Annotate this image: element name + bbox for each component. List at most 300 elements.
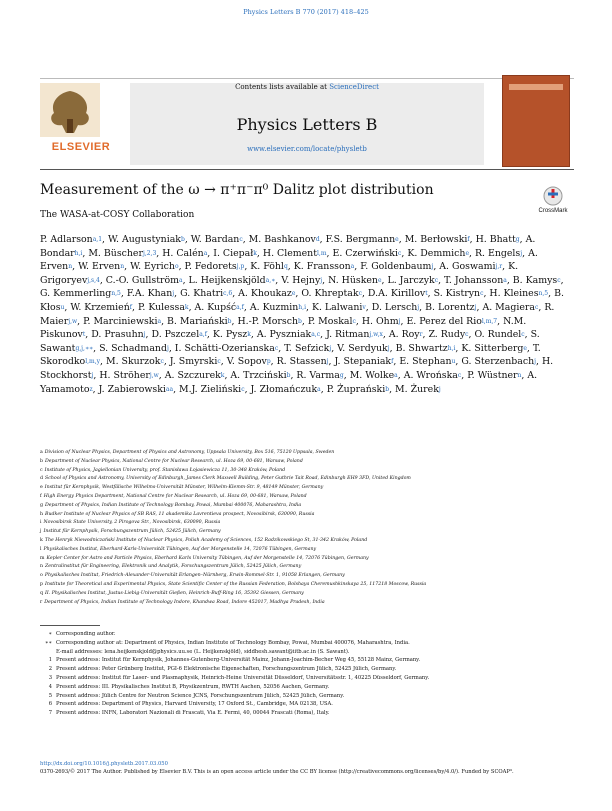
author-affiliation-marker[interactable]: k [220, 371, 225, 379]
author[interactable] [328, 275, 381, 286]
author-name: H.-P. Morsch [237, 315, 298, 327]
author-affiliation-marker[interactable]: j,w [149, 371, 159, 379]
author-affiliation-marker[interactable]: c [480, 290, 484, 298]
author-affiliation-marker[interactable]: j [329, 344, 332, 352]
author-name: G. Sterzenbach [461, 356, 535, 368]
author-name: C.-O. Gullström [105, 274, 179, 286]
journal-name: Physics Letters B [236, 115, 378, 134]
affiliation-item [40, 449, 580, 458]
author[interactable] [162, 248, 207, 259]
affiliation-tag: m [40, 555, 45, 561]
doi-block [40, 760, 580, 776]
author-affiliation-marker[interactable]: n [517, 371, 522, 379]
author[interactable] [152, 329, 207, 340]
author[interactable] [467, 370, 521, 381]
footnote-mark: ∗∗ [44, 639, 52, 646]
author-name: B. Mariański [167, 315, 228, 327]
author[interactable] [296, 370, 343, 381]
author-affiliation-marker[interactable]: l,m [317, 249, 327, 257]
footnote-divider [40, 625, 100, 626]
author-affiliation-marker[interactable]: j [143, 331, 146, 339]
author-affiliation-marker[interactable]: d [315, 236, 320, 243]
author-affiliation-marker[interactable]: l,m,y [85, 358, 101, 366]
author[interactable] [372, 302, 419, 313]
author-affiliation-marker[interactable]: n [120, 263, 125, 271]
affiliation-tag: j [40, 529, 42, 535]
author[interactable] [40, 234, 102, 245]
author-name: F.A. Khan [126, 288, 173, 300]
author[interactable] [230, 370, 290, 381]
affiliation-text: Division of Nuclear Physics, Department of Physics and Astronomy, Uppsala University, Box 516, 75120 Uppsala, Sweden [44, 450, 335, 455]
affiliation-text: Kepler Center for Astro and Particle Physics, Eberhard Karls University Tübingen, Auf der Morgenstelle 14, 72076 Tübingen, Germany [46, 555, 369, 561]
author-affiliation-marker[interactable]: j,r [495, 263, 503, 271]
author-affiliation-marker[interactable]: a [317, 385, 321, 393]
author-name: E. Stephan [399, 356, 452, 368]
author[interactable] [489, 288, 548, 299]
author-affiliation-marker[interactable]: j [417, 303, 420, 311]
author[interactable] [237, 316, 301, 327]
author-affiliation-marker[interactable]: j [326, 358, 329, 366]
author[interactable] [439, 261, 502, 272]
author[interactable] [332, 248, 401, 259]
author-name: D. Lersch [371, 301, 418, 313]
author-name: A. Magiera [482, 301, 535, 313]
footnote-text: Present address: Institut für Kernphysik, Johannes-Gutenberg-Universität Mainz, Johann-Joachim-Becher Weg 45, 55128 Mainz, Germany. [56, 657, 421, 664]
author-list: P. Adlarson$^{a,1}$, W. Augustyniak$^b$, W. Bardan$^c$, M. Bashkanov$^d$, F.S. Bergmann$^e$, M. Berłowski$^f$, H. Bhatt$^g$, A. Bondar$^{h,i}$, M. Büscher$^{j,2,3}$, H. Calén$^a$, I. Ciepał$^k$, H. Clement$^{l,m}$, E. Czerwiński$^c$, K. Demmich$^e$, R. Engels$^j$, A. Erven$^n$, W. Erven$^n$, W. Eyrich$^o$, P. Fedorets$^{j,p}$, K. Föhl$^q$, K. Fransson$^a$, F. Goldenbaum$^j$, A. Goswami$^{j,r}$, K. Grigoryev$^{j,s,4}$, C.-O. Gullström$^a$, L. Heijkenskjöld$^{a,∗}$, V. Hejny$^j$, N. Hüsken$^e$, L. Jarczyk$^c$, T. Johansson$^a$, B. Kamys$^c$, G. Kemmerling$^{n,5}$, F.A. Khan$^j$, G. Khatri$^{c,6}$, A. Khoukaz$^e$, O. Khreptak$^c$, D.A. Kirillov$^t$, S. Kistryn$^c$, H. Kleines$^{n,5}$, B. Kłos$^u$, W. Krzemień$^f$, P. Kulessa$^k$, A. Kupść$^{a,f}$, A. Kuzmin$^{h,i}$, K. Lalwani$^v$, D. Lersch$^j$, B. Lorentz$^j$, A. Magiera$^c$, R. Maier$^{j,w}$, P. Marciniewski$^a$, B. Mariański$^b$, H.-P. Morsch$^b$, P. Moskal$^c$, H. Ohm$^j$, E. Perez del Rio$^{l,m,7}$, N.M. Piskunov$^t$, D. Prasuhn$^j$, D. Pszczel$^{a,f}$, K. Pysz$^k$, A. Pyszniak$^{a,c}$, J. Ritman$^{j,w,x}$, A. Roy$^r$, Z. Rudy$^c$, O. Rundel$^c$, S. Sawant$^{g,j,∗∗}$, S. Schadmand$^j$, I. Schätti-Ozerianska$^c$, T. Sefzick$^j$, V. Serdyuk$^j$, B. Shwartz$^{h,i}$, K. Sitterberg$^e$, T. Skorodko$^{l,m,y}$, M. Skurzok$^c$, J. Smyrski$^c$, V. Sopov$^p$, R. Stassen$^j$, J. Stepaniak$^f$, E. Stephan$^u$, G. Sterzenbach$^j$, H. Stockhorst$^j$, H. Ströher$^{j,w}$, A. Szczurek$^k$, A. Trzciński$^b$, R. Varma$^g$, M. Wolke$^a$, A. Wrońska$^c$, P. Wüstner$^n$, A. Yamamoto$^z$, J. Zabierowski$^{aa}$, M.J. Zieliński$^c$, J. Złomańczuk$^a$, P. Żuprański$^b$, M. Żurek$^j$ [40, 234, 564, 395]
author-affiliation-marker[interactable]: b [180, 236, 185, 243]
author-name: J. Ritman [326, 329, 370, 341]
author[interactable] [189, 275, 276, 286]
author-affiliation-marker[interactable]: g [339, 371, 344, 379]
author[interactable] [99, 384, 173, 395]
author-affiliation-marker[interactable]: c [557, 276, 561, 284]
author-affiliation-marker[interactable]: c [434, 276, 439, 284]
author-name: K. Fransson [293, 261, 351, 273]
author-name: R. Varma [296, 369, 340, 381]
affiliation-text: Budker Institute of Nuclear Physics of SB RAS, 11 akademika Lavrentieva prospect, Novosibirsk, 630090, Russia [45, 511, 315, 517]
author-name: A. Erven [40, 247, 538, 273]
footnote-text: Present address: Department of Physics, Harvard University, 17 Oxford St., Cambridge, MA 02138, USA. [56, 701, 333, 708]
elsevier-wordmark: ELSEVIER [51, 141, 111, 153]
author-name: T. Johansson [444, 274, 504, 286]
author-affiliation-marker[interactable]: f [467, 236, 470, 243]
author[interactable] [106, 275, 183, 286]
author[interactable] [257, 329, 320, 340]
author-name: R. Stassen [276, 356, 327, 368]
author-name: P. Adlarson [40, 234, 93, 245]
author-affiliation-marker[interactable]: e [523, 344, 527, 352]
author[interactable] [88, 248, 156, 259]
homepage-link[interactable]: www.elsevier.com/locate/physletb [247, 145, 367, 153]
author-affiliation-marker[interactable]: t [425, 290, 428, 298]
author-name: I. Schätti-Ozerianska [174, 342, 275, 354]
author-name: E. Czerwiński [332, 247, 398, 259]
author[interactable] [326, 329, 383, 340]
author[interactable] [434, 288, 484, 299]
author[interactable] [78, 261, 124, 272]
author-affiliation-marker[interactable]: f [391, 358, 394, 366]
affiliation-tag: p [40, 581, 44, 587]
cover-band [509, 84, 563, 90]
author[interactable] [284, 343, 331, 354]
footnote-item [40, 665, 580, 674]
author-affiliation-marker[interactable]: c [352, 317, 356, 325]
author-name: A. Trzciński [230, 369, 287, 381]
author-name: B. Kłos [40, 288, 564, 313]
author-affiliation-marker[interactable]: e [395, 236, 399, 243]
author-affiliation-marker[interactable]: g,j,∗∗ [75, 344, 94, 352]
author-affiliation-marker[interactable]: j [172, 290, 175, 298]
author-name: L. Jarczyk [387, 274, 435, 286]
author-affiliation-marker[interactable]: a [157, 317, 162, 325]
author-affiliation-marker[interactable]: a,f [199, 331, 207, 339]
sciencedirect-link[interactable]: ScienceDirect [329, 83, 379, 91]
footnote-text: Present address: III. Physikalisches Institut B, Physikzentrum, RWTH Aachen, 52056 Aachen, Germany. [56, 683, 330, 690]
author[interactable] [250, 302, 306, 313]
author-affiliation-marker[interactable]: o [174, 263, 179, 271]
author-name: S. Sawant [40, 329, 540, 354]
author[interactable] [165, 370, 225, 381]
author-affiliation-marker[interactable]: a [350, 263, 355, 271]
author-name: F. Goldenbaum [360, 261, 432, 273]
author[interactable] [428, 329, 468, 340]
author[interactable] [281, 275, 322, 286]
footnote-item [40, 674, 580, 683]
author-affiliation-marker[interactable]: j,w,x [369, 331, 383, 339]
author-name: S. Kistryn [433, 288, 481, 300]
author-affiliation-marker[interactable]: c [217, 358, 221, 366]
author-affiliation-marker[interactable]: c [521, 331, 525, 339]
author[interactable] [425, 302, 476, 313]
affiliation-item [40, 555, 580, 564]
author[interactable] [263, 248, 327, 259]
affiliation-text: Department of Nuclear Physics, National Centre for Nuclear Research, ul. Hoza 69, 00-681, Warsaw, Poland [45, 458, 303, 464]
author[interactable] [40, 288, 121, 299]
author[interactable] [277, 356, 329, 367]
author-affiliation-marker[interactable]: a,∗ [265, 276, 276, 284]
author-name: O. Khreptak [301, 288, 359, 300]
footnote-list [40, 630, 580, 718]
author-name: K. Sitterberg [461, 342, 524, 354]
author-affiliation-marker[interactable]: f [129, 303, 132, 311]
author[interactable] [461, 343, 527, 354]
author[interactable] [444, 275, 507, 286]
author[interactable] [175, 343, 278, 354]
affiliation-text: Zentralinstitut für Engineering, Elektronik und Analytik, Forschungszentrum Jülich, 52425 Jülich, Germany [45, 564, 302, 570]
author[interactable] [395, 384, 441, 395]
affiliation-text: Department of Physics, Indian Institute of Technology Bombay, Powai, Mumbai 400076, Maharashtra, India [45, 502, 302, 508]
author[interactable] [249, 234, 320, 245]
footnote-mark: 5 [48, 692, 52, 699]
author-affiliation-marker[interactable]: e [377, 276, 382, 284]
author-name: L. Heijkenskjöld [188, 274, 266, 286]
author-name: J. Złomańczuk [250, 383, 318, 395]
author-name: O. Rundel [474, 329, 522, 341]
author[interactable] [334, 356, 393, 367]
author-name: P. Żuprański [326, 383, 386, 395]
author[interactable] [308, 316, 356, 327]
author-affiliation-marker[interactable]: j [320, 276, 323, 284]
author-name: B. Lorentz [425, 301, 475, 313]
author-affiliation-marker[interactable]: z [89, 385, 93, 393]
author-affiliation-marker[interactable]: aa [165, 385, 174, 393]
author[interactable] [337, 343, 389, 354]
author[interactable] [99, 370, 158, 381]
author-affiliation-marker[interactable]: j [534, 358, 536, 366]
license-text: 0370-2693/© 2017 The Author. Published by Elsevier B.V. This is an open access article under the CC BY license (http://creativecommons.org/licenses/by/4.0/). Funded by SCOAP³. [40, 769, 514, 775]
author-name: W. Krzemień [70, 301, 130, 313]
author[interactable] [195, 302, 244, 313]
author-name: D.A. Kirillov [367, 288, 426, 300]
author-affiliation-marker[interactable]: c [241, 385, 245, 393]
author[interactable] [388, 275, 439, 286]
author-affiliation-marker[interactable]: e [291, 290, 296, 298]
author-affiliation-marker[interactable]: j,p [236, 263, 245, 271]
affiliation-item [40, 537, 580, 546]
author-affiliation-marker[interactable]: k [247, 331, 251, 339]
affiliation-tag: c [40, 467, 43, 473]
author-name: W. Eyrich [130, 261, 175, 273]
author-affiliation-marker[interactable]: j,w [68, 317, 78, 325]
author-name: J. Zabierowski [98, 383, 166, 395]
author-name: K. Demmich [407, 247, 466, 259]
author[interactable] [250, 261, 287, 272]
author-name: A. Bondar [40, 234, 536, 259]
author-affiliation-marker[interactable]: j,2,3 [142, 249, 157, 257]
affiliation-item [40, 546, 580, 555]
author-affiliation-marker[interactable]: k [253, 249, 257, 257]
author-affiliation-marker[interactable]: n,5 [538, 290, 549, 298]
author-affiliation-marker[interactable]: a [203, 249, 208, 257]
affiliation-tag: h [40, 511, 44, 517]
footnote-item [40, 692, 580, 701]
affiliation-item [40, 528, 580, 537]
author[interactable] [170, 356, 221, 367]
author[interactable] [167, 316, 231, 327]
author-affiliation-marker[interactable]: a,f [236, 303, 244, 311]
author-affiliation-marker[interactable]: c [239, 236, 243, 243]
author-name: H. Clement [262, 247, 317, 259]
footnote-text: Corresponding author at: Department of Physics, Indian Institute of Technology Bombay, Powai, Mumbai 400076, Maharashtra, India. [56, 639, 410, 646]
affiliation-item [40, 502, 580, 511]
author-affiliation-marker[interactable]: b [298, 317, 302, 325]
author[interactable] [360, 261, 433, 272]
affiliation-tag: n [40, 564, 44, 570]
author-affiliation-marker[interactable]: h,i [298, 303, 306, 311]
author-affiliation-marker[interactable]: l,m,7 [481, 317, 498, 325]
author-name: R. Engels [474, 247, 521, 259]
journal-cover-thumbnail[interactable] [502, 75, 570, 167]
author[interactable] [482, 302, 538, 313]
affiliation-item [40, 493, 580, 502]
author[interactable] [389, 329, 423, 340]
author-affiliation-marker[interactable]: u [60, 303, 65, 311]
author[interactable] [180, 288, 232, 299]
footnote-mark: 2 [48, 666, 52, 673]
author[interactable] [476, 234, 520, 245]
author-affiliation-marker[interactable]: g [515, 236, 520, 243]
author-affiliation-marker[interactable]: u [451, 358, 456, 366]
author-affiliation-marker[interactable]: j [438, 385, 441, 393]
affiliation-text: Department of Physics, Indian Institute of Technology Indore, Khandwa Road, Indore 452017, Madhya Pradesh, India [44, 599, 325, 605]
author[interactable] [396, 343, 456, 354]
author-name: K. Föhl [250, 261, 284, 273]
footnote-mark: 4 [48, 683, 52, 690]
author-affiliation-marker[interactable]: r [419, 331, 423, 339]
author[interactable] [368, 288, 428, 299]
crossmark-badge[interactable] [528, 186, 578, 214]
author[interactable] [227, 356, 271, 367]
author-affiliation-marker[interactable]: j [166, 344, 169, 352]
author-affiliation-marker[interactable]: j,s,4 [87, 276, 100, 284]
affiliation-tag: g [40, 502, 44, 508]
author[interactable] [251, 384, 321, 395]
author[interactable] [407, 248, 469, 259]
author-name: M. Skurzok [105, 356, 161, 368]
affiliation-item [40, 467, 580, 476]
author-name: A. Khoukaz [238, 288, 292, 300]
author-affiliation-marker[interactable]: j [387, 344, 390, 352]
author-name: A. Yamamoto [40, 369, 538, 395]
author-affiliation-marker[interactable]: c [274, 344, 279, 352]
author-name: T. Sefzick [284, 342, 330, 354]
contents-prefix: Contents lists available at [235, 83, 330, 91]
author-name: T. Skorodko [40, 342, 541, 368]
author-affiliation-marker[interactable]: c [535, 303, 539, 311]
author-affiliation-marker[interactable]: q [283, 263, 288, 271]
author[interactable] [106, 356, 164, 367]
author[interactable] [213, 329, 251, 340]
author-affiliation-marker[interactable]: j [398, 317, 401, 325]
author[interactable] [91, 329, 145, 340]
author-affiliation-marker[interactable]: c,6 [223, 290, 233, 298]
author[interactable] [213, 248, 257, 259]
affiliation-item [40, 572, 580, 581]
author[interactable] [185, 261, 245, 272]
crossmark-label: CrossMark [538, 208, 568, 214]
author-affiliation-marker[interactable]: c [397, 249, 402, 257]
author-affiliation-marker[interactable]: h,i [74, 249, 83, 257]
footnote-mark: 6 [48, 701, 52, 708]
author[interactable] [404, 370, 462, 381]
author[interactable] [405, 234, 470, 245]
author-name: V. Sopov [226, 356, 267, 368]
author-name: S. Schadmand [99, 342, 167, 354]
author-affiliation-marker[interactable]: t [82, 331, 86, 339]
author-name: H. Stockhorst [40, 356, 554, 381]
author-affiliation-marker[interactable]: n,5 [111, 290, 121, 298]
author[interactable] [362, 316, 401, 327]
author[interactable] [127, 288, 174, 299]
doi-link[interactable]: http://dx.doi.org/10.1016/j.physletb.2017.03.050 [40, 761, 168, 767]
footnote-mark: 1 [48, 657, 52, 664]
author[interactable] [99, 343, 169, 354]
author[interactable] [350, 370, 398, 381]
author-affiliation-marker[interactable]: b [385, 385, 390, 393]
author-affiliation-marker[interactable]: n [68, 263, 73, 271]
author-affiliation-marker[interactable]: c [358, 290, 362, 298]
author-affiliation-marker[interactable]: a,c [311, 331, 321, 339]
footnote-text: Present address: Peter Grünberg Institut, PGI-6 Elektronische Eigenschaften, Forschungszentrum Jülich, 52425 Jülich, Germany. [56, 666, 397, 673]
elsevier-logo[interactable] [40, 83, 122, 163]
journal-homepage [130, 145, 484, 153]
author[interactable] [191, 234, 243, 245]
elsevier-tree-icon [40, 83, 100, 137]
author-affiliation-marker[interactable]: v [362, 303, 366, 311]
affiliation-text: High Energy Physics Department, National Centre for Nuclear Research, ul. Hoza 69, 00-681, Warsaw, Poland [43, 493, 307, 499]
affiliation-tag: q [40, 590, 44, 596]
affiliation-item [40, 484, 580, 493]
journal-reference[interactable]: Physics Letters B 770 (2017) 418–425 [243, 8, 369, 16]
author[interactable] [326, 234, 399, 245]
affiliation-item [40, 590, 580, 599]
footnote-mark: ∗ [48, 631, 52, 637]
author-affiliation-marker[interactable]: a,1 [92, 236, 103, 243]
author-affiliation-marker[interactable]: b [227, 317, 232, 325]
author[interactable] [513, 275, 561, 286]
author-affiliation-marker[interactable]: j [474, 303, 477, 311]
author-affiliation-marker[interactable]: j [520, 249, 523, 257]
author-name: P. Marciniewski [83, 315, 158, 327]
affiliation-item [40, 519, 580, 528]
author[interactable] [70, 302, 132, 313]
author-affiliation-marker[interactable]: c [457, 371, 462, 379]
author-name: K. Lalwani [311, 301, 363, 313]
author-affiliation-marker[interactable]: e [465, 249, 469, 257]
footnote-item [40, 639, 580, 648]
author[interactable] [461, 356, 536, 367]
author-affiliation-marker[interactable]: j [91, 371, 94, 379]
author[interactable] [312, 302, 366, 313]
author-affiliation-marker[interactable]: a [394, 371, 398, 379]
footnote-item [40, 709, 580, 718]
affiliation-tag: e [40, 485, 43, 491]
author[interactable] [130, 261, 179, 272]
author[interactable] [301, 288, 362, 299]
author-affiliation-marker[interactable]: p [266, 358, 271, 366]
author-name: N. Hüsken [328, 274, 378, 286]
author[interactable] [399, 356, 455, 367]
author-affiliation-marker[interactable]: a [503, 276, 507, 284]
author-affiliation-marker[interactable]: b [286, 371, 291, 379]
affiliation-tag: l [40, 546, 42, 552]
author[interactable] [294, 261, 354, 272]
author[interactable] [108, 234, 185, 245]
author-affiliation-marker[interactable]: c [465, 331, 469, 339]
author-name: W. Augustyniak [107, 234, 181, 245]
author-name: F.S. Bergmann [325, 234, 396, 245]
author[interactable] [238, 288, 295, 299]
author[interactable] [327, 384, 389, 395]
author-affiliation-marker[interactable]: c [160, 358, 164, 366]
affiliation-item [40, 599, 580, 608]
author-affiliation-marker[interactable]: j [431, 263, 434, 271]
author-name: P. Kulessa [137, 301, 185, 313]
author[interactable] [475, 248, 522, 259]
author[interactable] [406, 316, 497, 327]
author-name: I. Ciepał [213, 247, 254, 259]
author[interactable] [179, 384, 245, 395]
footnote-text: Present address: Jülich Centre for Neutron Science JCNS, Forschungszentrum Jülich, 52425 Jülich, Germany. [56, 692, 345, 699]
author[interactable] [475, 329, 525, 340]
author-affiliation-marker[interactable]: a [179, 276, 183, 284]
affiliation-tag: d [40, 476, 44, 482]
author-affiliation-marker[interactable]: k [184, 303, 189, 311]
author-name: D. Pszczel [151, 329, 200, 341]
author[interactable] [83, 316, 161, 327]
author[interactable] [138, 302, 189, 313]
author-affiliation-marker[interactable]: h,i [447, 344, 456, 352]
